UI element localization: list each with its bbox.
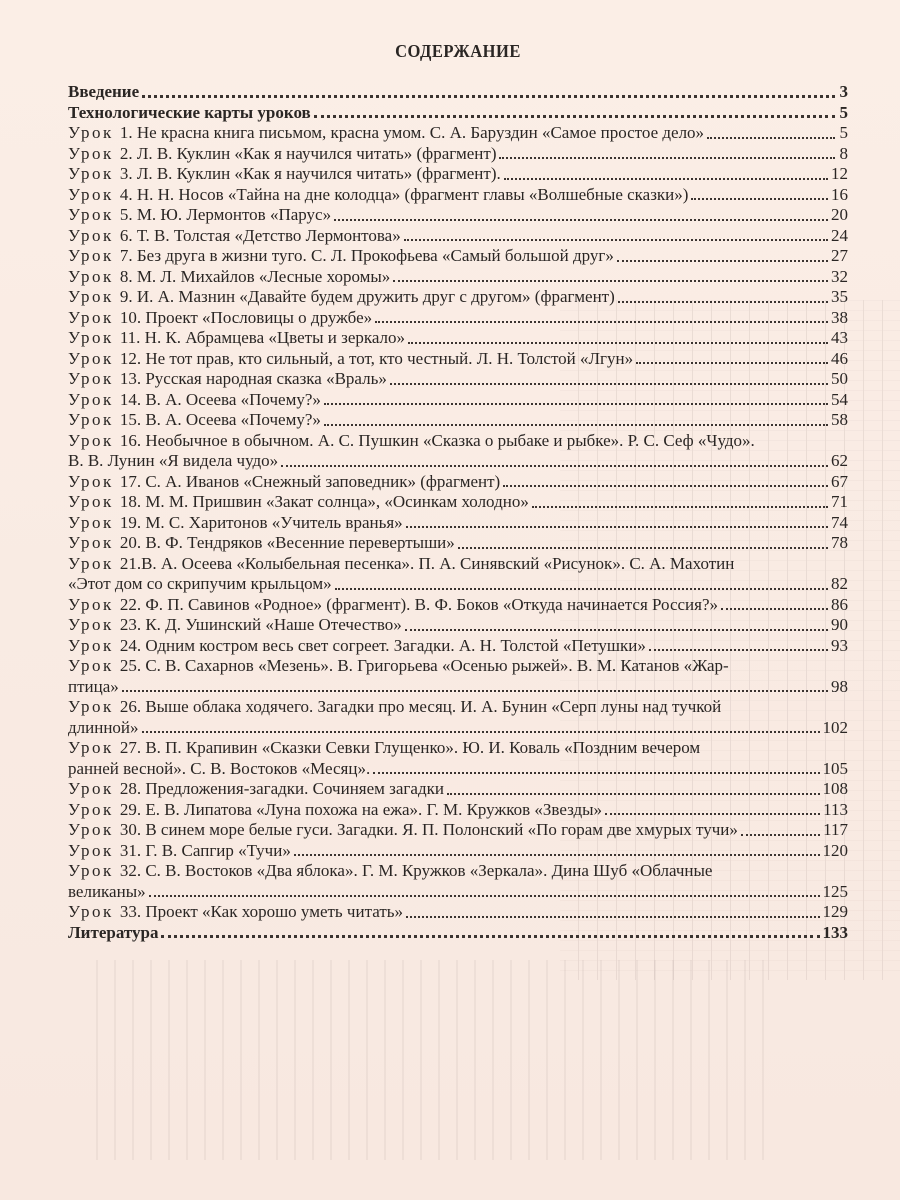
dot-leader <box>605 813 820 815</box>
page-number: 82 <box>831 574 848 593</box>
toc-entry-text <box>68 923 158 944</box>
section-title: Введение <box>68 82 140 101</box>
toc-entry[interactable] <box>68 595 848 616</box>
toc-page <box>68 40 848 943</box>
lesson-title: 29. Е. В. Липатова «Луна похожа на ежа». Г. М. Кружков «Звезды» <box>119 799 603 819</box>
dot-leader <box>294 854 820 856</box>
toc-entry-text <box>68 513 403 534</box>
lesson-prefix: Урок <box>68 861 114 880</box>
dot-leader <box>504 178 828 180</box>
lesson-prefix: Урок <box>68 410 114 429</box>
toc-entry[interactable] <box>68 574 848 595</box>
toc-entry-line <box>68 861 848 882</box>
dot-leader <box>149 895 820 897</box>
page-number: 38 <box>831 307 848 327</box>
bleed-through-background <box>80 960 780 1160</box>
toc-entry[interactable] <box>68 820 848 841</box>
toc-entry-text <box>68 861 712 882</box>
lesson-title: 17. С. А. Иванов «Снежный заповедник» (фрагмент) <box>119 471 501 491</box>
lesson-title: 2. Л. В. Куклин «Как я научился читать» (фрагмент) <box>119 143 497 163</box>
toc-entry-text <box>68 533 455 554</box>
lesson-title: 8. М. Л. Михайлов «Лесные хоромы» <box>119 266 391 286</box>
page-number: 5 <box>839 102 848 122</box>
toc-entry-text <box>68 103 311 124</box>
toc-entry[interactable] <box>68 267 848 288</box>
toc-entry-text <box>68 820 738 841</box>
lesson-prefix: Урок <box>68 205 114 224</box>
dot-leader <box>142 731 820 733</box>
toc-entry-text <box>68 123 704 144</box>
page-number: 54 <box>831 389 848 409</box>
page-number: 27 <box>831 246 848 265</box>
toc-entry[interactable] <box>68 287 848 308</box>
dot-leader <box>390 383 828 385</box>
dot-leader <box>707 137 835 139</box>
dot-leader <box>405 629 828 631</box>
page-number: 8 <box>839 143 848 163</box>
lesson-prefix: Урок <box>68 779 114 798</box>
toc-entry[interactable] <box>68 123 848 144</box>
lesson-prefix: Урок <box>68 840 114 860</box>
toc-entry-text <box>68 246 614 267</box>
toc-entry-text <box>68 595 718 616</box>
toc-entry[interactable] <box>68 246 848 267</box>
lesson-prefix: Урок <box>68 615 114 634</box>
toc-entry[interactable] <box>68 677 848 698</box>
toc-entry-text <box>68 779 444 800</box>
page-number: 113 <box>823 799 848 819</box>
lesson-prefix: Урок <box>68 328 114 347</box>
toc-entry-text <box>68 226 401 247</box>
lesson-prefix: Урок <box>68 697 114 716</box>
dot-leader <box>142 95 835 98</box>
toc-entry[interactable] <box>68 410 848 431</box>
dot-leader <box>334 219 828 221</box>
toc-entry-text <box>68 185 688 206</box>
toc-entry-text <box>68 841 291 862</box>
dot-leader <box>721 608 828 610</box>
lesson-prefix: Урок <box>68 123 114 142</box>
toc-entry-line <box>68 554 848 575</box>
lesson-title: 11. Н. К. Абрамцева «Цветы и зеркало» <box>119 328 406 347</box>
page-number: 58 <box>831 410 848 429</box>
lesson-prefix: Урок <box>68 348 114 368</box>
page-number: 133 <box>822 922 848 942</box>
toc-entry-text <box>68 267 390 288</box>
toc-entry[interactable] <box>68 902 848 923</box>
lesson-title: 21.В. А. Осеева «Колыбельная песенка». П. А. Синявский «Рисунок». С. А. Махотин <box>119 553 735 573</box>
page-number: 20 <box>831 205 848 224</box>
lesson-prefix: Урок <box>68 266 114 286</box>
dot-leader <box>503 485 828 487</box>
page-number: 35 <box>831 287 848 306</box>
lesson-title: 14. В. А. Осеева «Почему?» <box>119 389 321 409</box>
lesson-title: 33. Проект «Как хорошо уметь читать» <box>119 902 404 921</box>
toc-entry-text <box>68 369 387 390</box>
toc-entry-text <box>68 349 633 370</box>
page-number: 12 <box>831 164 848 183</box>
toc-section[interactable] <box>68 923 848 944</box>
dot-leader <box>324 403 828 405</box>
lesson-title-continued: длинной» <box>68 717 139 737</box>
lesson-title: 9. И. А. Мазнин «Давайте будем дружить друг с другом» (фрагмент) <box>119 287 615 306</box>
dot-leader <box>636 362 828 364</box>
toc-entry-text <box>68 554 734 575</box>
toc-entry-line <box>68 656 848 677</box>
toc-entry-text <box>68 431 755 452</box>
page-number: 43 <box>831 328 848 347</box>
lesson-title: 1. Не красна книга письмом, красна умом. С. А. Баруздин «Самое простое дело» <box>119 123 705 142</box>
lesson-prefix: Урок <box>68 820 114 839</box>
toc-entry[interactable] <box>68 185 848 206</box>
lesson-title: 22. Ф. П. Савинов «Родное» (фрагмент). В. Ф. Боков «Откуда начинается Россия?» <box>119 594 719 614</box>
lesson-prefix: Урок <box>68 164 114 183</box>
page-number: 93 <box>831 635 848 655</box>
lesson-prefix: Урок <box>68 389 114 409</box>
toc-entry[interactable] <box>68 328 848 349</box>
lesson-prefix: Урок <box>68 594 114 614</box>
toc-entry-text <box>68 287 615 308</box>
toc-entry-text <box>68 615 402 636</box>
page-number: 108 <box>822 779 848 798</box>
toc-section[interactable] <box>68 103 848 124</box>
lesson-title-continued: В. В. Лунин «Я видела чудо» <box>68 451 279 470</box>
section-title: Технологические карты уроков <box>68 102 311 122</box>
toc-entry[interactable] <box>68 615 848 636</box>
toc-entry[interactable] <box>68 369 848 390</box>
toc-entry-text <box>68 738 700 759</box>
lesson-title: 16. Необычное в обычном. А. С. Пушкин «Сказка о рыбаке и рыбке». Р. С. Сеф «Чудо». <box>119 430 755 450</box>
lesson-title: 4. Н. Н. Носов «Тайна на дне колодца» (фрагмент главы «Волшебные сказки») <box>119 184 689 204</box>
toc-entry-text <box>68 144 496 165</box>
page-number: 62 <box>831 451 848 470</box>
lesson-title: 5. М. Ю. Лермонтов «Парус» <box>119 205 332 224</box>
toc-entry[interactable] <box>68 800 848 821</box>
toc-entry[interactable] <box>68 513 848 534</box>
page-number: 24 <box>831 225 848 245</box>
toc-entry[interactable] <box>68 779 848 800</box>
toc-entry-text <box>68 656 729 677</box>
dot-leader <box>161 935 819 938</box>
dot-leader <box>314 115 835 118</box>
lesson-title: 23. К. Д. Ушинский «Наше Отечество» <box>119 615 402 634</box>
lesson-title: 19. М. С. Харитонов «Учитель вранья» <box>119 512 403 532</box>
lesson-prefix: Урок <box>68 143 114 163</box>
dot-leader <box>458 547 828 549</box>
toc-entry[interactable] <box>68 144 848 165</box>
toc-entry[interactable] <box>68 308 848 329</box>
page-number: 16 <box>831 184 848 204</box>
dot-leader <box>691 198 828 200</box>
toc-entry-line <box>68 738 848 759</box>
page-number: 105 <box>822 758 848 778</box>
lesson-prefix: Урок <box>68 369 114 388</box>
lesson-title: 32. С. В. Востоков «Два яблока». Г. М. Кружков «Зеркала». Дина Шуб «Облачные <box>119 861 713 880</box>
toc-entry-text <box>68 800 602 821</box>
dot-leader <box>618 301 828 303</box>
lesson-prefix: Урок <box>68 738 114 757</box>
lesson-prefix: Урок <box>68 656 114 675</box>
toc-entry[interactable] <box>68 164 848 185</box>
dot-leader <box>335 588 828 590</box>
lesson-prefix: Урок <box>68 799 114 819</box>
toc-entry-text <box>68 472 500 493</box>
lesson-title-continued: «Этот дом со скрипучим крыльцом» <box>68 574 332 593</box>
lesson-title: 12. Не тот прав, кто сильный, а тот, кто честный. Л. Н. Толстой «Лгун» <box>119 348 634 368</box>
dot-leader <box>281 465 828 467</box>
lesson-prefix: Урок <box>68 287 114 306</box>
toc-entry[interactable] <box>68 472 848 493</box>
toc-entry[interactable] <box>68 636 848 657</box>
page-number: 5 <box>839 123 848 142</box>
lesson-prefix: Урок <box>68 533 114 552</box>
page-number: 117 <box>823 820 848 839</box>
toc-entry-text <box>68 492 529 513</box>
lesson-prefix: Урок <box>68 246 114 265</box>
dot-leader <box>393 280 828 282</box>
toc-entry-text <box>68 164 501 185</box>
lesson-prefix: Урок <box>68 512 114 532</box>
dot-leader <box>324 424 828 426</box>
dot-leader <box>373 772 819 774</box>
dot-leader <box>375 321 828 323</box>
lesson-title: 31. Г. В. Сапгир «Тучи» <box>119 840 291 860</box>
lesson-title: 26. Выше облака ходячего. Загадки про месяц. И. А. Бунин «Серп луны над тучкой <box>119 697 722 716</box>
lesson-title: 28. Предложения-загадки. Сочиняем загадки <box>119 779 444 798</box>
toc-entry-text <box>68 410 321 431</box>
page-number: 78 <box>831 533 848 552</box>
lesson-title: 3. Л. В. Куклин «Как я научился читать» (фрагмент). <box>119 164 501 183</box>
lesson-title: 10. Проект «Пословицы о дружбе» <box>119 307 373 327</box>
toc-list <box>68 82 848 943</box>
lesson-prefix: Урок <box>68 184 114 204</box>
toc-entry[interactable] <box>68 492 848 513</box>
toc-entry-text <box>68 205 331 226</box>
toc-entry-text <box>68 328 405 349</box>
page-number: 86 <box>831 594 848 614</box>
page-number: 90 <box>831 615 848 634</box>
lesson-title-continued: птица» <box>68 676 119 696</box>
lesson-title: 20. В. Ф. Тендряков «Весенние перевертыши» <box>119 533 455 552</box>
lesson-prefix: Урок <box>68 471 114 491</box>
toc-entry[interactable] <box>68 451 848 472</box>
toc-entry-text <box>68 636 646 657</box>
toc-entry[interactable] <box>68 390 848 411</box>
lesson-title-continued: великаны» <box>68 881 146 901</box>
toc-entry-text <box>68 82 139 103</box>
dot-leader <box>617 260 828 262</box>
dot-leader <box>649 649 828 651</box>
page-number: 46 <box>831 348 848 368</box>
lesson-prefix: Урок <box>68 430 114 450</box>
page-title: СОДЕРЖАНИЕ <box>395 41 521 61</box>
page-number: 120 <box>822 840 848 860</box>
lesson-prefix: Урок <box>68 225 114 245</box>
lesson-prefix: Урок <box>68 635 114 655</box>
toc-entry-text <box>68 390 321 411</box>
toc-entry-text <box>68 902 403 923</box>
page-number: 50 <box>831 369 848 388</box>
lesson-title: 15. В. А. Осеева «Почему?» <box>119 410 321 429</box>
lesson-title: 30. В синем море белые гуси. Загадки. Я. П. Полонский «По горам две хмурых тучи» <box>119 820 738 839</box>
lesson-title: 7. Без друга в жизни туго. С. Л. Прокофьева «Самый большой друг» <box>119 246 614 265</box>
lesson-title: 27. В. П. Крапивин «Сказки Севки Глущенко». Ю. И. Коваль «Поздним вечером <box>119 738 701 757</box>
dot-leader <box>741 834 820 836</box>
lesson-title-continued: ранней весной». С. В. Востоков «Месяц». <box>68 758 371 778</box>
page-number: 129 <box>822 902 848 921</box>
section-title: Литература <box>68 922 159 942</box>
dot-leader <box>406 526 828 528</box>
toc-entry-text <box>68 697 721 718</box>
toc-entry-line <box>68 431 848 452</box>
lesson-title: 18. М. М. Пришвин «Закат солнца», «Осинкам холодно» <box>119 492 529 511</box>
lesson-prefix: Урок <box>68 902 114 921</box>
page-number: 125 <box>822 881 848 901</box>
lesson-prefix: Урок <box>68 553 114 573</box>
page-number: 3 <box>839 82 848 101</box>
toc-entry-line <box>68 697 848 718</box>
dot-leader <box>406 916 819 918</box>
lesson-title: 13. Русская народная сказка «Враль» <box>119 369 387 388</box>
page-number: 102 <box>822 717 848 737</box>
lesson-prefix: Урок <box>68 492 114 511</box>
toc-entry[interactable] <box>68 349 848 370</box>
toc-entry[interactable] <box>68 718 848 739</box>
dot-leader <box>532 506 828 508</box>
toc-entry[interactable] <box>68 226 848 247</box>
page-number: 98 <box>831 676 848 696</box>
toc-entry[interactable] <box>68 533 848 554</box>
page-number: 32 <box>831 266 848 286</box>
toc-entry-text <box>68 308 372 329</box>
dot-leader <box>122 690 828 692</box>
toc-entry[interactable] <box>68 759 848 780</box>
dot-leader <box>408 342 828 344</box>
lesson-title: 25. С. В. Сахарнов «Мезень». В. Григорьева «Осенью рыжей». В. М. Катанов «Жар- <box>119 656 729 675</box>
dot-leader <box>404 239 828 241</box>
page-number: 71 <box>831 492 848 511</box>
dot-leader <box>499 157 835 159</box>
lesson-title: 6. Т. В. Толстая «Детство Лермонтова» <box>119 225 401 245</box>
dot-leader <box>447 793 820 795</box>
page-number: 67 <box>831 471 848 491</box>
toc-entry[interactable] <box>68 205 848 226</box>
toc-entry[interactable] <box>68 882 848 903</box>
toc-section[interactable] <box>68 82 848 103</box>
lesson-title: 24. Одним костром весь свет согреет. Загадки. А. Н. Толстой «Петушки» <box>119 635 646 655</box>
toc-entry[interactable] <box>68 841 848 862</box>
page-number: 74 <box>831 512 848 532</box>
lesson-prefix: Урок <box>68 307 114 327</box>
